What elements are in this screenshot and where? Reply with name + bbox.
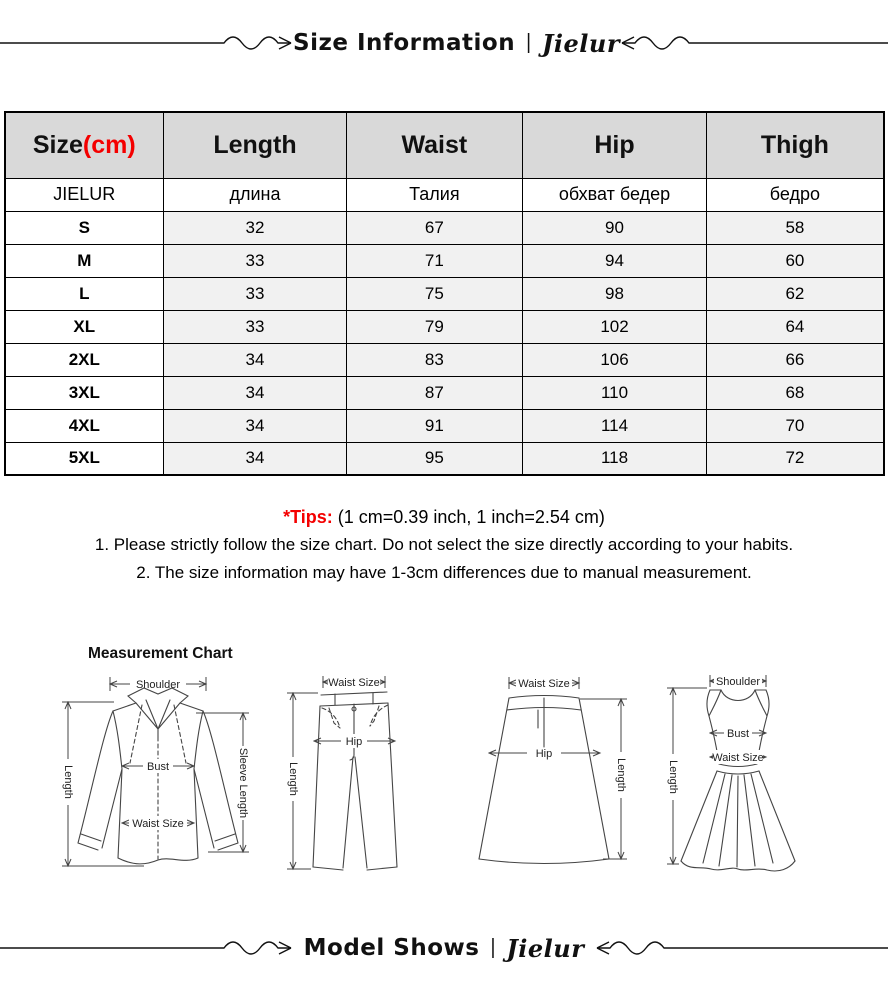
measurement-chart-title: Measurement Chart xyxy=(88,645,233,662)
shirt-shoulder-label: Shoulder xyxy=(135,679,181,691)
value-cell: 110 xyxy=(522,376,707,409)
tips-section xyxy=(0,503,888,587)
value-cell: 34 xyxy=(164,343,347,376)
header-length-cell: Length xyxy=(164,112,347,178)
table-header-row xyxy=(5,112,884,178)
squiggle-arrow-right-icon xyxy=(620,30,888,56)
size-unit-label: (cm) xyxy=(82,130,136,159)
size-cell: M xyxy=(5,244,164,277)
table-row xyxy=(5,343,884,376)
shirt-sleeve-length-label: Sleeve Length xyxy=(237,747,250,819)
brand-cell: JIELUR xyxy=(5,178,164,211)
value-cell: 95 xyxy=(346,442,522,475)
value-cell: 60 xyxy=(707,244,884,277)
value-cell: 66 xyxy=(707,343,884,376)
shirt-waist-size-label: Waist Size xyxy=(132,818,184,830)
title-divider: | xyxy=(526,30,532,54)
pants-waist-size-label: Waist Size xyxy=(328,677,380,689)
size-cell: 5XL xyxy=(5,442,164,475)
shirt-bust-label: Bust xyxy=(146,761,170,773)
squiggle-arrow-right-icon xyxy=(595,935,888,961)
title-divider: | xyxy=(490,935,496,959)
value-cell: 72 xyxy=(707,442,884,475)
size-cell: XL xyxy=(5,310,164,343)
table-row xyxy=(5,310,884,343)
value-cell: 75 xyxy=(346,277,522,310)
value-cell: 34 xyxy=(164,442,347,475)
skirt-length-label: Length xyxy=(615,758,628,792)
tips-label: *Tips: xyxy=(283,507,333,527)
footer-text xyxy=(304,934,585,963)
size-cell: L xyxy=(5,277,164,310)
tips-line xyxy=(0,503,888,531)
pants-figure xyxy=(283,671,408,876)
value-cell: 32 xyxy=(164,211,347,244)
dress-shoulder-label: Shoulder xyxy=(715,676,761,688)
measurement-figures xyxy=(58,671,888,881)
size-cell: 2XL xyxy=(5,343,164,376)
translation-cell: бедро xyxy=(707,178,884,211)
value-cell: 90 xyxy=(522,211,707,244)
tips-note-2: 2. The size information may have 1-3cm differences due to manual measurement. xyxy=(136,563,752,582)
value-cell: 68 xyxy=(707,376,884,409)
translation-row xyxy=(5,178,884,211)
section-header-size-information xyxy=(0,22,888,64)
table-row xyxy=(5,376,884,409)
footer-title: Model Shows xyxy=(303,935,480,961)
table-row xyxy=(5,211,884,244)
tips-note-1: 1. Please strictly follow the size chart. Do not select the size directly according to your habits. xyxy=(94,535,794,554)
table-row xyxy=(5,442,884,475)
squiggle-arrow-left-icon xyxy=(0,30,293,56)
size-cell: S xyxy=(5,211,164,244)
value-cell: 79 xyxy=(346,310,522,343)
value-cell: 102 xyxy=(522,310,707,343)
value-cell: 106 xyxy=(522,343,707,376)
table-row xyxy=(5,277,884,310)
value-cell: 70 xyxy=(707,409,884,442)
measurement-chart-section xyxy=(0,645,888,881)
header-waist-cell: Waist xyxy=(346,112,522,178)
value-cell: 114 xyxy=(522,409,707,442)
value-cell: 98 xyxy=(522,277,707,310)
value-cell: 83 xyxy=(346,343,522,376)
dress-bust-label: Bust xyxy=(726,728,750,740)
translation-cell: длина xyxy=(164,178,347,211)
value-cell: 67 xyxy=(346,211,522,244)
value-cell: 71 xyxy=(346,244,522,277)
value-cell: 94 xyxy=(522,244,707,277)
value-cell: 62 xyxy=(707,277,884,310)
squiggle-arrow-left-icon xyxy=(0,935,293,961)
section-header-model-shows xyxy=(0,927,888,969)
table-row xyxy=(5,244,884,277)
skirt-waist-size-label: Waist Size xyxy=(518,678,570,690)
dress-length-label: Length xyxy=(667,760,680,794)
value-cell: 34 xyxy=(164,376,347,409)
value-cell: 87 xyxy=(346,376,522,409)
size-cell: 3XL xyxy=(5,376,164,409)
value-cell: 64 xyxy=(707,310,884,343)
value-cell: 33 xyxy=(164,277,347,310)
value-cell: 34 xyxy=(164,409,347,442)
header-thigh-cell: Thigh xyxy=(707,112,884,178)
value-cell: 33 xyxy=(164,244,347,277)
header-hip-cell: Hip xyxy=(522,112,707,178)
value-cell: 33 xyxy=(164,310,347,343)
dress-waist-size-label: Waist Size xyxy=(712,752,764,764)
dress-figure xyxy=(663,671,813,881)
brand-name: Jielur xyxy=(506,933,585,963)
tips-conversion: (1 cm=0.39 inch, 1 inch=2.54 cm) xyxy=(337,507,605,527)
skirt-figure xyxy=(464,671,629,871)
size-table xyxy=(4,111,885,476)
value-cell: 118 xyxy=(522,442,707,475)
pants-hip-label: Hip xyxy=(345,736,363,748)
pants-length-label: Length xyxy=(287,762,300,796)
translation-cell: Талия xyxy=(346,178,522,211)
value-cell: 91 xyxy=(346,409,522,442)
translation-cell: обхват бедер xyxy=(522,178,707,211)
header-size-cell xyxy=(5,112,164,178)
page-title: Size Information xyxy=(293,30,516,56)
header-text xyxy=(293,29,620,58)
brand-name: Jielur xyxy=(542,28,620,58)
value-cell: 58 xyxy=(707,211,884,244)
shirt-figure xyxy=(58,671,253,876)
size-cell: 4XL xyxy=(5,409,164,442)
shirt-length-label: Length xyxy=(62,765,75,799)
table-row xyxy=(5,409,884,442)
size-label: Size xyxy=(32,130,83,159)
skirt-hip-label: Hip xyxy=(535,748,553,760)
